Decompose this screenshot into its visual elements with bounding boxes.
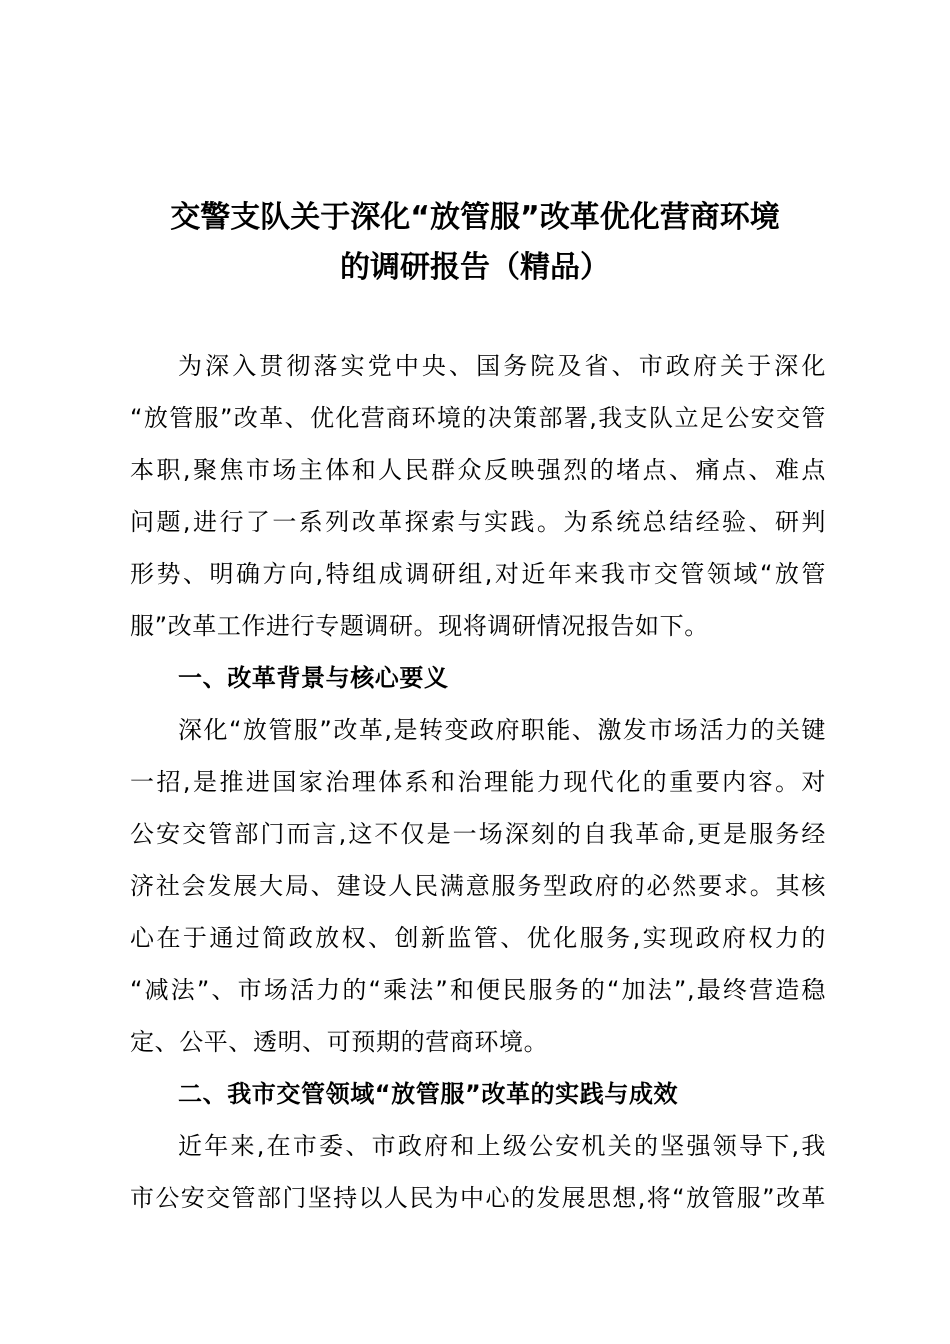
paragraph-line: 本职,聚焦市场主体和人民群众反映强烈的堵点、痛点、难点	[130, 456, 826, 484]
paragraph-line: 公安交管部门而言,这不仅是一场深刻的自我革命,更是服务经	[130, 820, 826, 848]
paragraph-line: “减法”、市场活力的“乘法”和便民服务的“加法”,最终营造稳	[130, 976, 826, 1004]
paragraph-line: “放管服”改革、优化营商环境的决策部署,我支队立足公安交管	[130, 404, 826, 432]
title-line-2: 的调研报告（精品）	[340, 250, 610, 285]
paragraph-line: 市公安交管部门坚持以人民为中心的发展思想,将“放管服”改革	[130, 1184, 826, 1212]
paragraph-line: 一招,是推进国家治理体系和治理能力现代化的重要内容。对	[130, 768, 826, 796]
document-body	[130, 340, 826, 1224]
title-line-1: 交警支队关于深化“放管服”改革优化营商环境	[170, 200, 780, 235]
section-heading-1: 一、改革背景与核心要义	[178, 664, 449, 692]
paragraph-line: 深化“放管服”改革,是转变政府职能、激发市场活力的关键	[178, 716, 826, 744]
paragraph-line: 济社会发展大局、建设人民满意服务型政府的必然要求。其核	[130, 872, 826, 900]
section-heading-2: 二、我市交管领域“放管服”改革的实践与成效	[178, 1080, 679, 1108]
paragraph-line: 心在于通过简政放权、创新监管、优化服务,实现政府权力的	[130, 924, 826, 952]
paragraph-line: 问题,进行了一系列改革探索与实践。为系统总结经验、研判	[130, 508, 826, 536]
paragraph-line: 形势、明确方向,特组成调研组,对近年来我市交管领域“放管	[130, 560, 826, 588]
paragraph-line: 服”改革工作进行专题调研。现将调研情况报告如下。	[130, 612, 709, 640]
paragraph-line: 近年来,在市委、市政府和上级公安机关的坚强领导下,我	[178, 1132, 826, 1160]
paragraph-line: 为深入贯彻落实党中央、国务院及省、市政府关于深化	[178, 352, 826, 380]
document-title	[100, 193, 850, 293]
paragraph-line: 定、公平、透明、可预期的营商环境。	[130, 1028, 549, 1056]
